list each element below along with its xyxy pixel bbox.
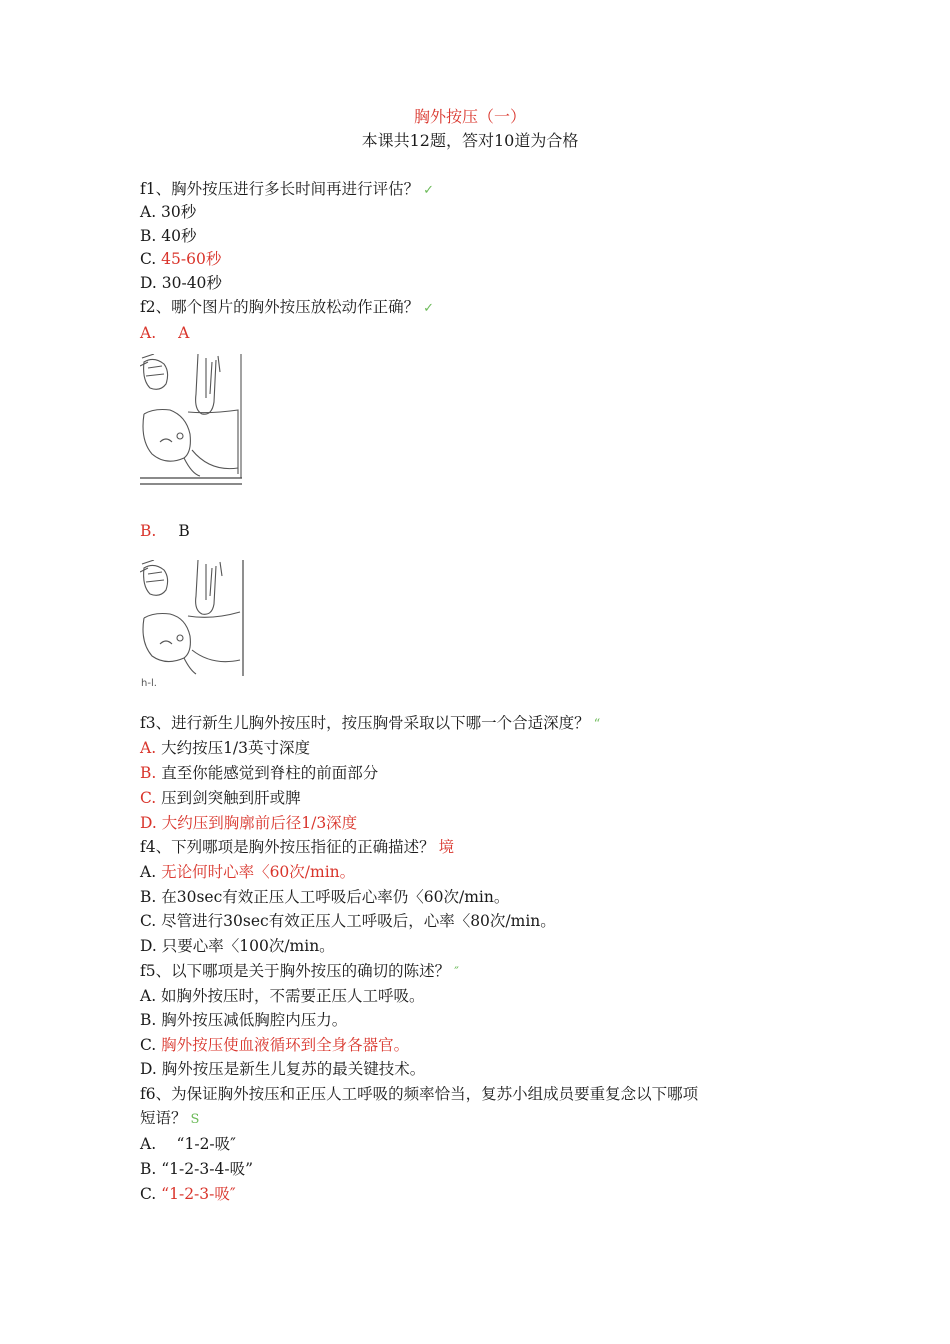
q5-option-a: A. 如胸外按压时，不需要正压人工呼吸。 [140, 987, 425, 1005]
q1-option-d: D. 30-40秒 [140, 274, 222, 292]
q1-option-b: B. 40秒 [140, 227, 197, 245]
q3-option-c-text: 压到剑突触到肝或脾 [161, 789, 301, 807]
q3-option-b [140, 762, 378, 784]
q5-option-d: D. 胸外按压是新生儿复苏的最关键技术。 [140, 1060, 426, 1078]
mark-icon: “ [593, 717, 601, 732]
question-6-text: 短语？ [140, 1109, 187, 1127]
q6-option-a: A. “1-2-吸″ [140, 1135, 236, 1153]
page-subtitle: 本课共12题，答对10道为合格 [361, 131, 579, 150]
question-6-line-1: f6、为保证胸外按压和正压人工呼吸的频率恰当，复苏小组成员要重复念以下哪项 [140, 1085, 699, 1103]
q5-option-c [140, 1034, 409, 1056]
q3-option-a-prefix: A. [140, 739, 157, 757]
check-mark-icon: ✓ [423, 301, 435, 316]
question-5-text: f5、以下哪项是关于胸外按压的确切的陈述？ [140, 962, 451, 980]
question-2-text: f2、哪个图片的胸外按压放松动作正确？ [140, 298, 420, 316]
mark-icon: S [190, 1112, 200, 1127]
question-4-text: f4、下列哪项是胸外按压指征的正确描述？ [140, 838, 435, 856]
question-1-text: f1、胸外按压进行多长时间再进行评估？ [140, 180, 420, 198]
q4-correct-answer: 无论何时心率〈60次/min。 [161, 863, 356, 881]
q3-option-b-prefix: B. [140, 764, 157, 782]
q2-option-b-text: B [178, 522, 190, 540]
q3-option-a [140, 737, 310, 759]
question-6-line-2 [140, 1107, 199, 1131]
question-1 [140, 178, 434, 202]
q3-option-c-prefix: C. [140, 789, 157, 807]
check-mark-icon: ✓ [423, 183, 435, 198]
q1-option-c [140, 248, 221, 270]
q4-option-b: B. 在30sec有效正压人工呼吸后心率仍〈60次/min。 [140, 888, 510, 906]
q1-option-c-prefix: C. [140, 250, 162, 268]
question-2 [140, 296, 434, 320]
q2-option-b [140, 520, 190, 542]
q3-option-a-text: 大约按压1/3英寸深度 [161, 739, 311, 757]
q4-option-d: D. 只要心率〈100次/min。 [140, 937, 335, 955]
q4-option-c: C. 尽管进行30sec有效正压人工呼吸后，心率〈80次/min。 [140, 912, 556, 930]
q6-option-c-prefix: C. [140, 1185, 162, 1203]
q2-option-b-prefix: B. [140, 522, 157, 540]
q6-correct-answer: “1-2-3-吸″ [161, 1185, 236, 1203]
q5-option-c-prefix: C. [140, 1036, 162, 1054]
q4-option-a-prefix: A. [140, 863, 162, 881]
q2-option-a [140, 322, 189, 344]
question-4 [140, 836, 454, 858]
cpr-illustration-b [140, 560, 246, 678]
q5-option-b: B. 胸外按压减低胸腔内压力。 [140, 1011, 348, 1029]
q6-option-c [140, 1183, 236, 1205]
q2-option-a-text: A [178, 324, 190, 342]
mark-icon: ″ [454, 965, 459, 980]
q6-option-b: B. “1-2-3-4-吸” [140, 1160, 253, 1178]
page-title: 胸外按压（一） [413, 107, 526, 126]
q2-option-a-prefix: A. [140, 324, 157, 342]
q3-correct-answer: D. 大约压到胸廓前后径1/3深度 [140, 814, 358, 832]
question-3-text: f3、进行新生儿胸外按压时，按压胸骨采取以下哪一个合适深度？ [140, 714, 590, 732]
q3-option-c [140, 787, 301, 809]
question-3 [140, 712, 600, 736]
mark-icon: 境 [438, 838, 455, 856]
q1-option-a: A. 30秒 [140, 203, 197, 221]
q3-option-b-text: 直至你能感觉到脊柱的前面部分 [161, 764, 379, 782]
q1-correct-answer: 45-60秒 [161, 250, 222, 268]
question-5 [140, 960, 459, 984]
cpr-illustration-a [140, 354, 244, 488]
q5-correct-answer: 胸外按压使血液循环到全身各器官。 [161, 1036, 410, 1054]
image-caption: h-l. [141, 678, 157, 689]
q4-option-a [140, 861, 355, 883]
